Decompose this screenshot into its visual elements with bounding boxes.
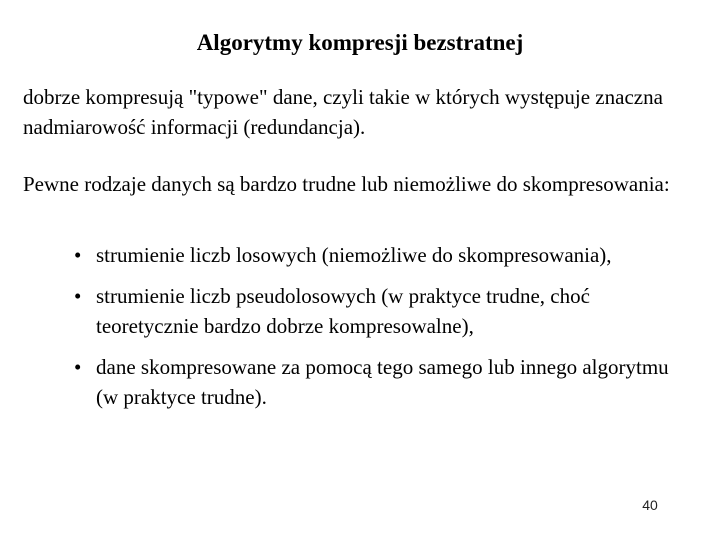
bullet-icon: •	[74, 243, 82, 267]
bullet-text: strumienie liczb pseudolosowych (w praktyce trudne, choć teoretycznie bardzo dobrze kompresowalne),	[96, 284, 590, 338]
paragraph-redundancy: dobrze kompresują "typowe" dane, czyli takie w których występuje znaczna nadmiarowość informacji (redundancja).	[23, 85, 663, 139]
page-number: 40	[642, 497, 658, 513]
bullet-item-compressed	[74, 352, 694, 412]
bullet-icon: •	[74, 284, 82, 308]
slide-title: Algorytmy kompresji bezstratnej	[196, 30, 524, 55]
bullet-text: strumienie liczb losowych (niemożliwe do skompresowania),	[96, 243, 612, 267]
bullet-icon: •	[74, 355, 82, 379]
paragraph-hard-to-compress: Pewne rodzaje danych są bardzo trudne lub niemożliwe do skompresowania:	[23, 172, 670, 196]
bullet-text: dane skompresowane za pomocą tego samego lub innego algorytmu (w praktyce trudne).	[96, 355, 669, 409]
bullet-item-random	[74, 240, 694, 270]
bullet-item-pseudorandom	[74, 281, 694, 341]
bullet-list	[74, 240, 694, 423]
